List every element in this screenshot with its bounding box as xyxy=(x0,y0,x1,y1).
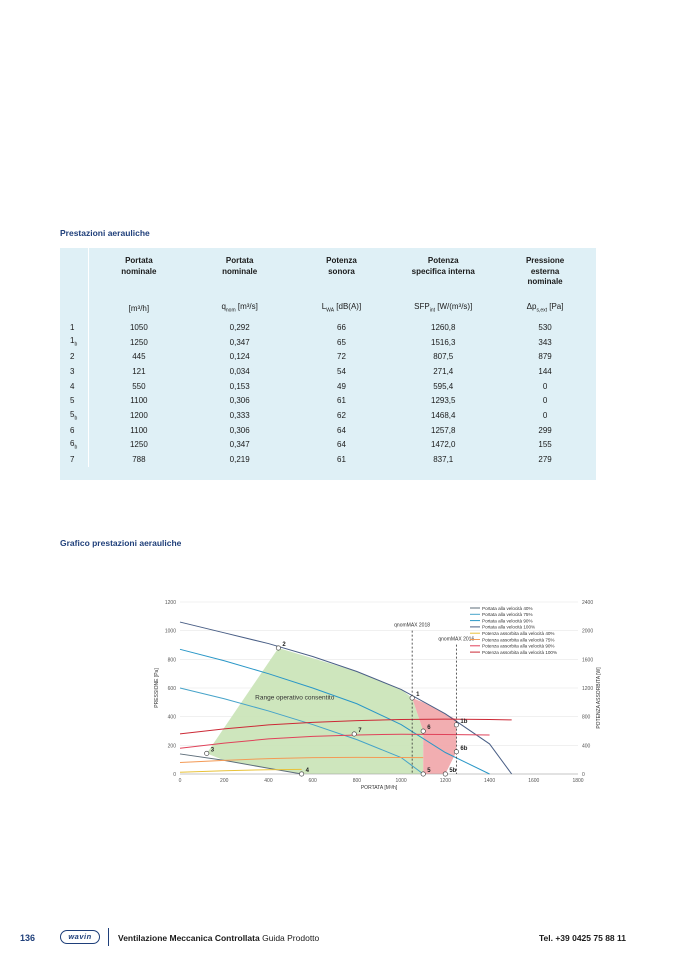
table-cell: 879 xyxy=(538,352,552,362)
table-cell: 49 xyxy=(337,381,346,391)
table-cell: 72 xyxy=(337,352,346,362)
table-cell: 0 xyxy=(542,381,548,391)
region-label: Range operativo consentito xyxy=(255,694,335,702)
operating-point-label: 1b xyxy=(460,718,468,725)
row-index: 3 xyxy=(70,366,75,376)
table-row xyxy=(60,452,596,467)
table-row xyxy=(60,438,596,453)
operating-point xyxy=(443,772,447,776)
page-number: 136 xyxy=(20,933,36,943)
y2-tick-label: 2400 xyxy=(582,600,594,606)
legend-entry: Potenza assorbita alla velocità 75% xyxy=(482,637,555,643)
x-axis-label: PORTATA [M³/h] xyxy=(360,785,398,791)
operating-point-label: 6b xyxy=(460,745,468,752)
table-cell: 1250 xyxy=(88,438,188,453)
y2-tick-label: 400 xyxy=(582,743,591,750)
legend-entry: Potenza assorbita alla velocità 100% xyxy=(482,649,558,655)
table-cell: 0,306 xyxy=(229,425,250,435)
table-row xyxy=(60,320,596,335)
table-cell: 788 xyxy=(88,452,188,467)
wavin-logo: wavin xyxy=(60,930,100,944)
legend-entry: Portata alla velocità 40% xyxy=(482,605,533,611)
operating-point xyxy=(421,772,425,776)
y2-axis-label: POTENZA ASSORBITA [W] xyxy=(596,667,602,729)
legend-entry: Potenza assorbita alla velocità 90% xyxy=(482,643,555,649)
table-cell: 0 xyxy=(542,410,548,420)
table-cell: 1100 xyxy=(88,393,188,408)
table-cell: 1250 xyxy=(88,335,188,350)
table-row xyxy=(60,335,596,350)
x-tick-label: 200 xyxy=(220,778,229,784)
table-cell: 530 xyxy=(538,322,552,332)
table-cell: 0,347 xyxy=(229,337,250,347)
qnom-marker-label: qnomMAX 2018 xyxy=(394,622,431,629)
table-cell: 1200 xyxy=(88,408,188,423)
table-cell: 299 xyxy=(538,425,552,435)
table-cell: 65 xyxy=(337,337,346,347)
unit-cell: $L_{WA}$ [dB(A)] xyxy=(321,302,362,314)
y2-tick-label: 800 xyxy=(582,714,591,721)
table-row xyxy=(60,423,596,438)
x-tick-label: 1600 xyxy=(528,778,540,784)
table-cell: 0 xyxy=(542,396,548,406)
legend-entry: Potenza assorbita alla velocità 40% xyxy=(482,631,555,636)
table-cell: 279 xyxy=(538,455,552,465)
table-header-col: Portata nominale xyxy=(222,256,258,276)
table-cell: 595,4 xyxy=(433,381,454,391)
section-title-grafico: Grafico prestazioni aerauliche xyxy=(60,538,182,548)
table-cell: 1516,3 xyxy=(431,337,456,347)
operating-point xyxy=(352,732,356,736)
page-footer xyxy=(0,926,677,948)
row-index: 4 xyxy=(70,381,75,391)
y-tick-label: 1200 xyxy=(164,600,176,606)
section-title-prestazioni: Prestazioni aerauliche xyxy=(60,228,150,238)
operating-point-label: 2 xyxy=(282,642,286,649)
table-header-col: Pressione esterna nominale xyxy=(525,256,565,286)
operating-point xyxy=(276,646,280,650)
table-cell: 1468,4 xyxy=(431,410,456,420)
table-cell: 54 xyxy=(337,366,346,376)
table-header-col: Potenza sonora xyxy=(326,256,357,276)
row-index: 2 xyxy=(70,352,75,362)
table-cell: 0,333 xyxy=(229,410,250,420)
table-cell: 0,034 xyxy=(229,366,250,376)
x-tick-label: 0 xyxy=(178,778,182,784)
allowed-range-region xyxy=(207,648,423,774)
table-cell: 271,4 xyxy=(433,366,454,376)
table-header-empty xyxy=(60,248,88,296)
operating-point-label: 6 xyxy=(427,725,431,732)
table-cell: 0,306 xyxy=(229,396,250,406)
table-cell: 1257,8 xyxy=(431,425,456,435)
x-tick-label: 400 xyxy=(264,778,273,784)
table-cell: 343 xyxy=(538,337,552,347)
y2-tick-label: 0 xyxy=(582,772,585,778)
table-unit-row xyxy=(60,296,596,320)
row-index: 6 xyxy=(70,425,75,435)
table-cell: 1050 xyxy=(88,320,188,335)
row-index: 5 xyxy=(70,396,75,406)
operating-point-label: 1 xyxy=(416,692,420,699)
x-tick-label: 1400 xyxy=(483,778,496,784)
table-cell: 445 xyxy=(88,349,188,364)
table-cell: 61 xyxy=(337,396,346,406)
unit-cell: $\Delta p_{s,ext}$ [Pa] xyxy=(526,302,564,314)
table-cell: 1260,8 xyxy=(431,322,456,332)
table-cell: 0,292 xyxy=(229,322,250,332)
y-tick-label: 400 xyxy=(167,714,176,721)
legend-entry: Portata alla velocità 75% xyxy=(482,612,533,618)
table-header-col: Portata nominale xyxy=(88,248,188,296)
table-cell: 0,347 xyxy=(229,440,250,450)
table-cell: 0,124 xyxy=(229,352,250,362)
table-cell: 1100 xyxy=(88,423,188,438)
operating-point xyxy=(299,772,303,776)
footer-phone: Tel. +39 0425 75 88 11 xyxy=(538,933,626,943)
x-tick-label: 1200 xyxy=(439,778,451,784)
legend-entry: Portata alla velocità 90% xyxy=(482,618,533,624)
unit-cell: [m³/h] xyxy=(88,296,188,320)
table-header-row xyxy=(60,248,596,296)
operating-point-label: 3 xyxy=(210,747,215,754)
legend-entry: Portata alla velocità 100% xyxy=(482,624,536,630)
table-cell: 1472,0 xyxy=(431,440,456,450)
table-cell: 1293,5 xyxy=(431,396,456,406)
operating-point-label: 7 xyxy=(358,728,362,735)
table-row xyxy=(60,364,596,379)
table-cell: 62 xyxy=(337,410,346,420)
table-cell: 61 xyxy=(337,455,346,465)
table-cell: 66 xyxy=(337,322,346,332)
table-cell: 155 xyxy=(538,440,552,450)
footer-subtitle: Guida Prodotto xyxy=(262,933,320,943)
unit-cell: $q_{nom}$ [m³/s] xyxy=(221,302,258,314)
row-index: $6_b$ xyxy=(70,439,78,451)
operating-point xyxy=(454,723,458,727)
table-row xyxy=(60,349,596,364)
qnom-marker-label: qnomMAX 2016 xyxy=(438,636,475,643)
table-cell: 0,219 xyxy=(229,455,250,465)
table-cell: 64 xyxy=(337,425,346,435)
operating-point xyxy=(421,729,425,733)
x-tick-label: 600 xyxy=(308,778,317,784)
operating-point-label: 5b xyxy=(449,768,457,774)
operating-point-label: 4 xyxy=(305,768,309,774)
operating-point-label: 5 xyxy=(427,768,431,774)
table-row xyxy=(60,408,596,423)
x-tick-label: 800 xyxy=(352,778,362,784)
table-cell: 807,5 xyxy=(433,352,454,362)
table-row xyxy=(60,393,596,408)
footer-divider xyxy=(108,928,109,946)
performance-table xyxy=(60,248,596,480)
y-tick-label: 1000 xyxy=(164,628,176,635)
table-header-col: Potenza specifica interna xyxy=(411,256,475,276)
table-cell: 121 xyxy=(88,364,188,379)
y2-tick-label: 1600 xyxy=(582,657,594,664)
y-tick-label: 0 xyxy=(173,772,176,778)
table-cell: 144 xyxy=(538,366,552,376)
y2-tick-label: 1200 xyxy=(582,686,594,692)
x-tick-label: 1000 xyxy=(395,778,407,784)
y-tick-label: 600 xyxy=(167,686,176,692)
operating-point xyxy=(454,750,458,754)
operating-point xyxy=(205,751,209,755)
footer-title: Ventilazione Meccanica Controllata Guida Prodotto xyxy=(118,933,320,943)
row-index: $1_b$ xyxy=(70,336,78,348)
table-cell: 64 xyxy=(337,440,346,450)
operating-point xyxy=(410,696,414,700)
y-tick-label: 200 xyxy=(167,743,176,750)
table-cell: 0,153 xyxy=(229,381,250,391)
x-tick-label: 1800 xyxy=(572,778,584,784)
table-row xyxy=(60,379,596,394)
chart-svg xyxy=(148,590,608,820)
y2-tick-label: 2000 xyxy=(582,628,594,635)
table-cell: 550 xyxy=(88,379,188,394)
unit-cell: $SFP_{int}$ [W/(m³/s)] xyxy=(414,302,473,314)
row-index: 7 xyxy=(70,455,75,465)
y-tick-label: 800 xyxy=(167,657,176,664)
performance-chart xyxy=(148,590,608,820)
row-index: $5_b$ xyxy=(70,409,78,422)
row-index: 1 xyxy=(70,322,75,332)
table-cell: 837,1 xyxy=(433,455,454,465)
y-axis-label: PRESSIONE [Pa] xyxy=(154,668,160,708)
